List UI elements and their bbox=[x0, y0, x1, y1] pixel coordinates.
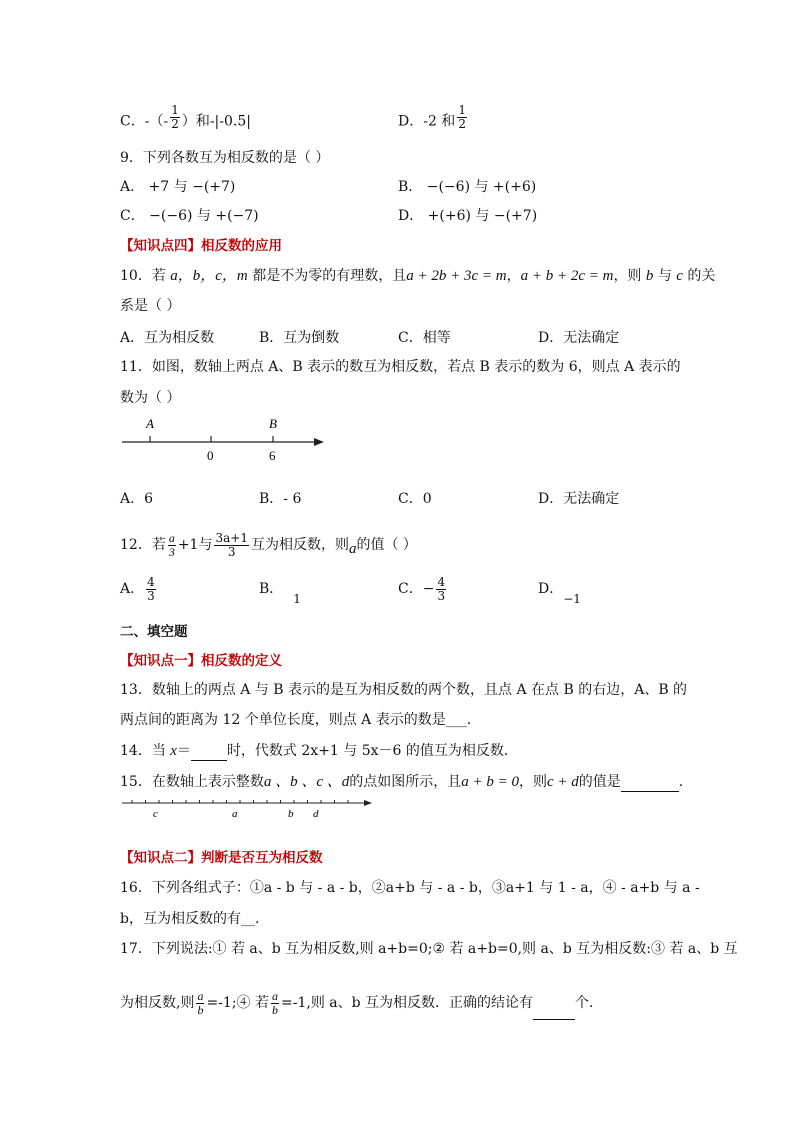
axis-tick-6: 6 bbox=[269, 448, 276, 463]
q8-option-d bbox=[398, 103, 469, 135]
axis-label-d: d bbox=[313, 808, 319, 820]
fraction: $\frac{3a+1}{3}$ bbox=[215, 530, 248, 559]
q11-option-c: C．0 bbox=[398, 491, 432, 507]
fraction: $\frac{4}{3}$ bbox=[437, 574, 446, 603]
q9-option-d: D． +(+6) 与 −(+7) bbox=[398, 208, 538, 224]
q9-stem: 9．下列各数互为相反数的是（ ） bbox=[120, 150, 330, 166]
section-heading: 【知识点四】相反数的应用 bbox=[120, 238, 282, 254]
q9-option-b: B． −(−6) 与 +(+6) bbox=[398, 179, 537, 195]
q8-c-text: C．-（- bbox=[120, 113, 169, 130]
q11-option-b: B．- 6 bbox=[259, 491, 302, 507]
q16-line1: 16．下列各组式子：①a - b 与 - a - b，②a+b 与 - a - b，③a+1 与 1 - a，④ - a+b 与 a - bbox=[120, 880, 700, 896]
q11-line2: 数为（ ） bbox=[120, 390, 181, 406]
q13-line2: 两点间的距离为 12 个单位长度，则点 A 表示的数是___. bbox=[120, 712, 472, 728]
q12-option-c: C．− $\frac{4}{3}$ bbox=[398, 574, 446, 603]
q8-c-text2: ）和-|-0.5| bbox=[181, 113, 251, 130]
axis-tick-0: 0 bbox=[207, 448, 214, 463]
q14: 14．当 x＝ 时，代数式 2x+1 与 5x－6 的值互为相反数． bbox=[120, 743, 518, 759]
fraction: $\frac{4}{3}$ bbox=[147, 574, 155, 603]
answer-blank[interactable] bbox=[533, 1005, 575, 1020]
fraction: $\frac{1}{2}$ bbox=[171, 103, 179, 131]
fraction: $\frac{1}{2}$ bbox=[458, 103, 466, 131]
fraction: $\frac{a}{b}$ bbox=[272, 988, 278, 1017]
q12-option-a: A． $\frac{4}{3}$ bbox=[120, 574, 155, 603]
q17-line1: 17．下列说法:① 若 a、b 互为相反数,则 a+b=0;② 若 a+b=0,则 a、b 互为相反数:③ 若 a、b 互 bbox=[120, 941, 738, 957]
q10-option-b: B．互为倒数 bbox=[259, 330, 340, 346]
fraction: $\frac{a}{b}$ bbox=[197, 988, 204, 1017]
q12-option-d: D．−1 bbox=[538, 581, 581, 606]
fraction: $\frac{a}{3}$ bbox=[168, 530, 175, 559]
axis-label-b: B bbox=[269, 416, 277, 431]
q9-option-c: C． −(−6) 与 +(−7) bbox=[120, 208, 259, 224]
q8-option-c bbox=[120, 103, 251, 135]
axis-label-a: a bbox=[232, 808, 238, 820]
q15-number-line bbox=[120, 796, 374, 822]
q11-line1: 11．如图，数轴上两点 A、B 表示的数互为相反数，若点 B 表示的数为 6，则点 A 表示的 bbox=[120, 359, 681, 375]
q10-line2: 系是（ ） bbox=[120, 298, 181, 314]
section-heading: 【知识点一】相反数的定义 bbox=[120, 653, 282, 669]
q10-line1: 10．若 a，b，c，m 都是不为零的有理数，且a + 2b + 3c = m，a + b + 2c = m，则 b 与 c 的关 bbox=[120, 268, 716, 284]
answer-blank[interactable] bbox=[191, 746, 227, 761]
q17-line2: 为相反数,则 $\frac{a}{b}$ =-1;④ 若 $\frac{a}{b}$ =-1,则 a、b 互为相反数．正确的结论有 个. bbox=[120, 986, 593, 1020]
q13-line1: 13．数轴上的两点 A 与 B 表示的是互为相反数的两个数，且点 A 在点 B 的右边，A、B 的 bbox=[120, 682, 688, 698]
answer-blank[interactable] bbox=[621, 777, 679, 792]
axis-label-b: b bbox=[288, 808, 294, 820]
q11-number-line bbox=[118, 412, 328, 464]
axis-label-a: A bbox=[146, 416, 154, 431]
q12-option-b: B．1 bbox=[259, 581, 301, 606]
q16-line2: b，互为相反数的有__. bbox=[120, 911, 260, 927]
q15: 15．在数轴上表示整数a 、b 、c 、d的点如图所示，且a + b = 0，则c + d的值是 . bbox=[120, 774, 684, 790]
q10-option-c: C．相等 bbox=[398, 330, 451, 346]
q11-option-d: D．无法确定 bbox=[538, 491, 620, 507]
q12-stem: 12．若 $\frac{a}{3}$ +1与 $\frac{3a+1}{3}$ 互为相反数，则a的值（ ） bbox=[120, 530, 417, 559]
q10-option-a: A．互为相反数 bbox=[120, 330, 215, 346]
q11-option-a: A．6 bbox=[120, 491, 154, 507]
axis-label-c: c bbox=[153, 808, 158, 820]
q9-option-a: A． +7 与 −(+7) bbox=[120, 179, 236, 195]
part-heading: 二、填空题 bbox=[120, 624, 188, 640]
q10-option-d: D．无法确定 bbox=[538, 330, 620, 346]
q8-d-text: D．-2 和 bbox=[398, 113, 456, 130]
section-heading: 【知识点二】判断是否互为相反数 bbox=[120, 850, 323, 866]
